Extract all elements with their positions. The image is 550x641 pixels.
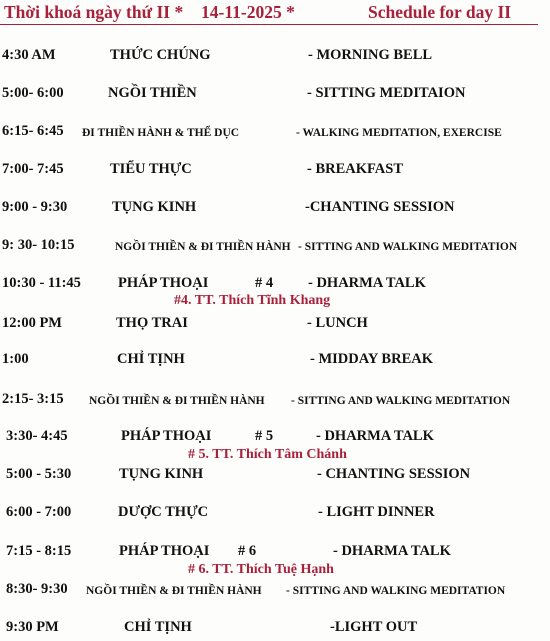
row-time: 6:00 - 7:00 [6,504,72,520]
row-activity-en: -LIGHT OUT [330,619,418,635]
row-activity-en: -CHANTING SESSION [305,199,455,215]
row-activity-en: - DHARMA TALK [316,428,434,444]
row-time: 12:00 PM [2,315,62,331]
schedule-row [0,83,550,107]
row-time: 7:00- 7:45 [2,161,64,177]
row-activity-vi: NGỒI THIỀN & ĐI THIỀN HÀNH [86,585,262,597]
row-activity-vi: PHÁP THOẠI [119,543,210,559]
row-time: 9:00 - 9:30 [2,199,68,215]
row-time: 9:30 PM [6,619,59,635]
title-date: 14-11-2025 * [201,2,295,22]
speaker-talk-4: #4. TT. Thích Tĩnh Khang [174,293,331,308]
row-talk-number: # 4 [255,275,274,291]
row-time: 5:00 - 5:30 [6,466,72,482]
title-underline [0,23,538,25]
row-activity-en: - LIGHT DINNER [318,504,435,520]
row-activity-vi: THỨC CHÚNG [110,47,211,63]
row-activity-vi: THỌ TRAI [116,315,188,331]
row-activity-en: - SITTING AND WALKING MEDITATION [298,241,518,253]
schedule-row [0,464,550,488]
row-time: 6:15- 6:45 [2,123,64,139]
row-activity-en: - MIDDAY BREAK [310,351,433,367]
row-activity-vi: NGỒI THIỀN [108,85,197,101]
title-vietnamese: Thời khoá ngày thứ II * [4,2,184,22]
row-activity-vi: NGỒI THIỀN & ĐI THIỀN HÀNH [115,241,291,253]
speaker-talk-5: # 5. TT. Thích Tâm Chánh [188,447,347,462]
row-activity-en: - MORNING BELL [308,47,433,63]
row-activity-en: - DHARMA TALK [333,543,451,559]
schedule-row [0,159,550,183]
row-time: 3:30- 4:45 [6,428,68,444]
schedule-row [0,502,550,526]
row-activity-en: - SITTING AND WALKING MEDITATION [291,395,511,407]
row-activity-en: - BREAKFAST [307,161,404,177]
row-time: 7:15 - 8:15 [6,543,72,559]
schedule-row [0,617,550,641]
row-talk-number: # 5 [255,428,274,444]
row-time: 10:30 - 11:45 [2,275,81,291]
row-activity-vi: TIỂU THỰC [110,161,192,177]
speaker-talk-6: # 6. TT. Thích Tuệ Hạnh [188,562,334,577]
row-activity-vi: PHÁP THOẠI [121,428,212,444]
schedule-row [0,45,550,69]
schedule-row [0,313,550,337]
row-activity-en: - DHARMA TALK [308,275,426,291]
row-activity-vi: DƯỢC THỰC [118,504,209,520]
row-activity-vi: CHỈ TỊNH [117,351,185,367]
row-time: 5:00- 6:00 [2,85,64,101]
row-activity-vi: TỤNG KINH [119,466,204,482]
row-activity-en: - LUNCH [307,315,368,331]
row-activity-vi: TỤNG KINH [112,199,197,215]
row-activity-en: - SITTING AND WALKING MEDITATION [286,585,506,597]
row-time: 2:15- 3:15 [2,391,64,407]
schedule-row [0,579,550,603]
schedule-title [4,0,550,24]
row-activity-en: - CHANTING SESSION [317,466,471,482]
schedule-row [0,389,550,413]
row-activity-vi: NGỒI THIỀN & ĐI THIỀN HÀNH [89,395,265,407]
row-talk-number: # 6 [238,543,257,559]
title-english: Schedule for day II [368,2,512,22]
row-time: 8:30- 9:30 [6,581,68,597]
row-activity-en: - WALKING MEDITATION, EXERCISE [296,127,502,139]
schedule-row [0,197,550,221]
row-time: 9: 30- 10:15 [2,237,75,253]
row-time: 4:30 AM [2,47,56,63]
schedule-row [0,349,550,373]
row-activity-en: - SITTING MEDITAION [307,85,466,101]
row-activity-vi: CHỈ TỊNH [124,619,192,635]
schedule-row [0,121,550,145]
row-activity-vi: ĐI THIỀN HÀNH & THỂ DỤC [82,127,240,139]
row-activity-vi: PHÁP THOẠI [118,275,209,291]
row-time: 1:00 [2,351,29,367]
schedule-row [0,235,550,259]
